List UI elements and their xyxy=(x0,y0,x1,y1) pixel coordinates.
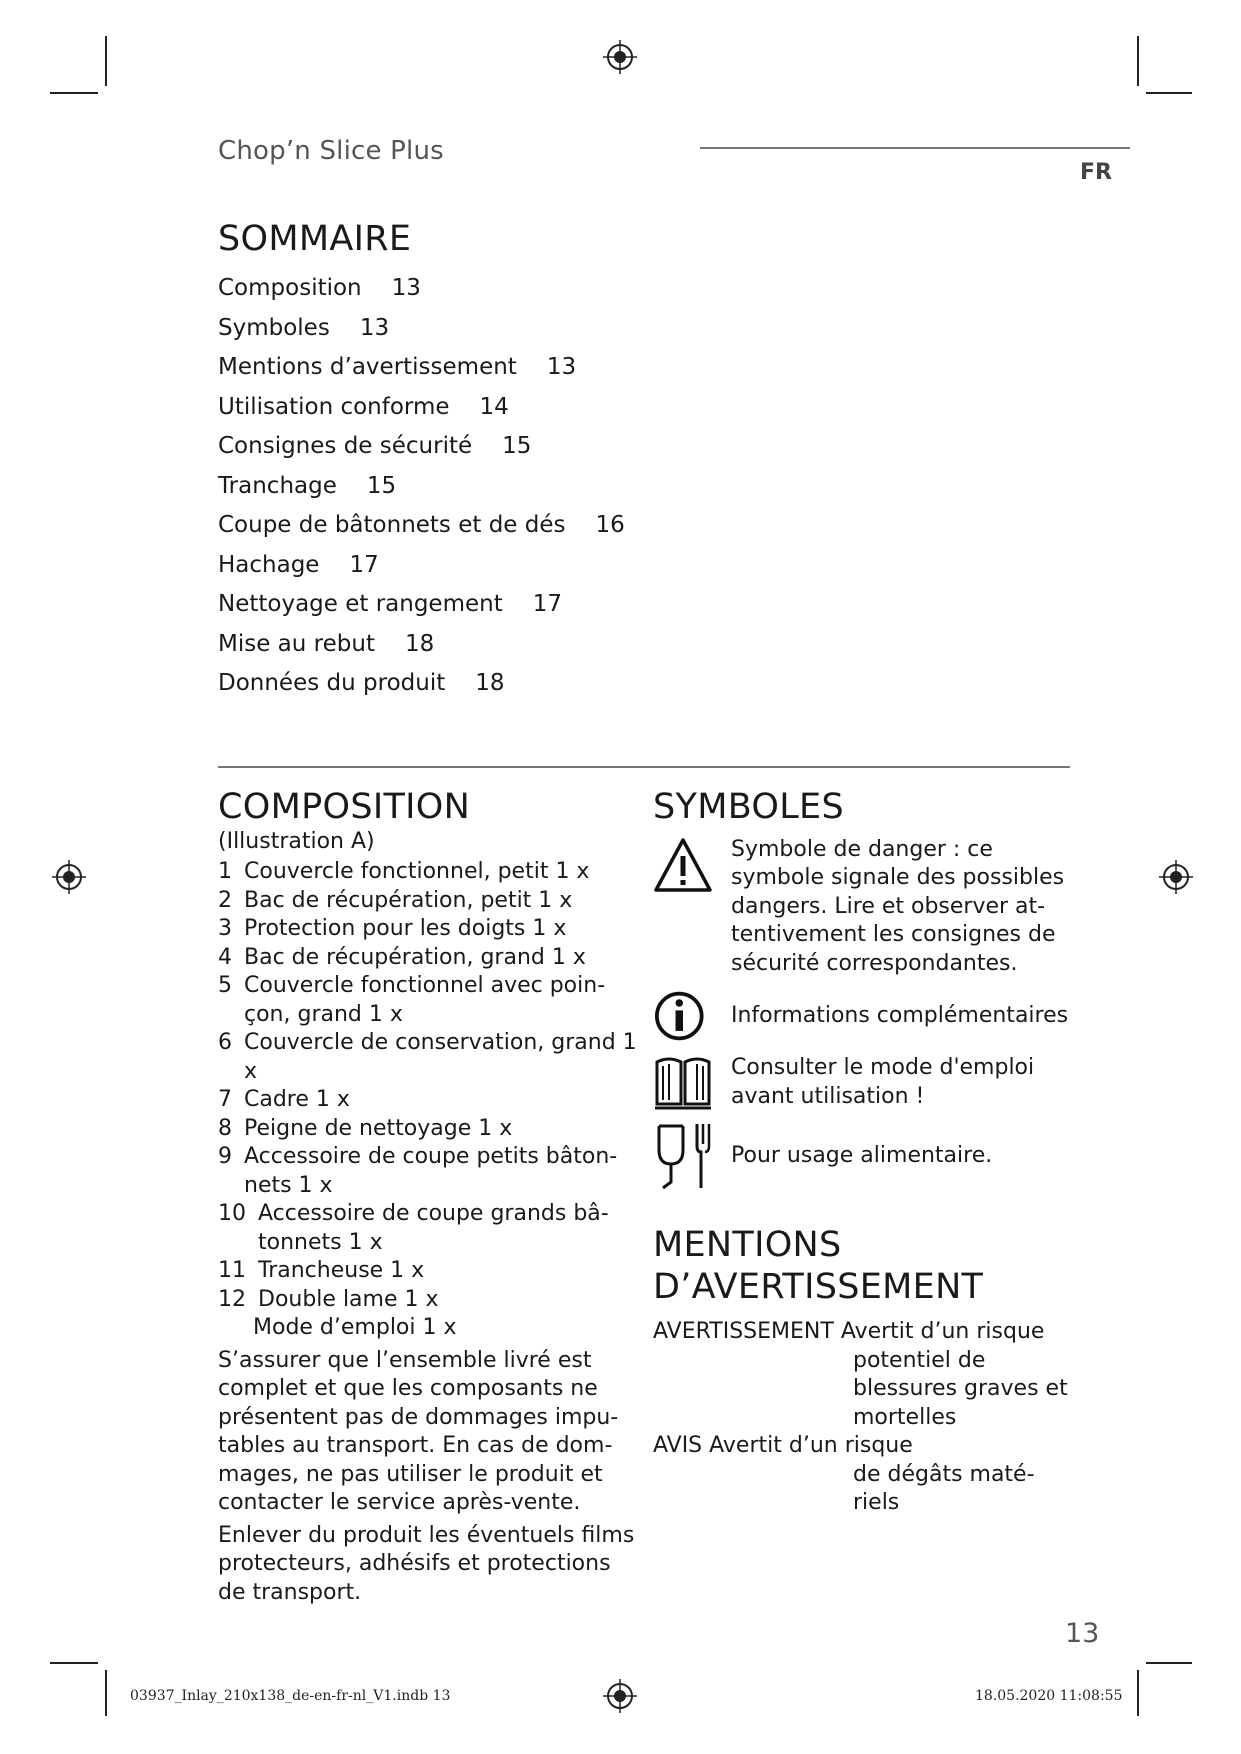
composition-title: COMPOSITION xyxy=(218,787,471,827)
list-item xyxy=(218,1257,638,1286)
list-item-text: Couvercle fonctionnel, petit 1 x xyxy=(244,859,590,884)
list-item-text: Couvercle de conservation, grand 1 x xyxy=(244,1030,637,1084)
toc-label: Consignes de sécurité xyxy=(218,433,473,459)
list-item-number: 9 xyxy=(218,1144,232,1169)
footer-filename: 03937_Inlay_210x138_de-en-fr-nl_V1.indb 13 xyxy=(130,1688,451,1704)
toc-item[interactable] xyxy=(218,552,625,592)
list-item xyxy=(218,887,638,916)
registration-mark-icon xyxy=(603,1679,637,1713)
warning-triangle-icon xyxy=(653,836,713,896)
toc-label: Nettoyage et rangement xyxy=(218,591,503,617)
list-item-number: 4 xyxy=(218,944,232,970)
crop-mark xyxy=(105,36,107,86)
toc-label: Mise au rebut xyxy=(218,630,375,657)
symbol-item xyxy=(653,1120,1073,1192)
toc-item[interactable] xyxy=(218,670,625,710)
toc-item[interactable] xyxy=(218,394,625,434)
info-icon xyxy=(653,988,713,1044)
list-item-number: 6 xyxy=(218,1030,232,1055)
toc-item[interactable] xyxy=(218,275,625,315)
crop-mark xyxy=(105,1670,107,1716)
page-number: 13 xyxy=(1065,1618,1100,1649)
list-item-text: Couvercle fonctionnel avec poin-çon, grand 1 x xyxy=(244,973,606,1027)
toc-page: 18 xyxy=(475,670,505,696)
list-item-number: 1 xyxy=(218,859,232,884)
list-item xyxy=(218,1200,638,1257)
toc-page: 18 xyxy=(404,630,435,657)
toc-page: 13 xyxy=(546,354,577,380)
toc-label: Données du produit xyxy=(218,670,446,696)
toc-page: 16 xyxy=(595,512,625,538)
symbol-item xyxy=(653,988,1073,1044)
warning-rest: de blessures graves et mortelles xyxy=(853,1347,1068,1430)
toc-page: 15 xyxy=(502,433,532,459)
sommaire-title: SOMMAIRE xyxy=(218,219,412,259)
crop-mark xyxy=(1137,1670,1139,1716)
list-item-number: 3 xyxy=(218,916,232,941)
list-item-text: Bac de récupération, petit 1 x xyxy=(244,887,573,913)
toc-page: 17 xyxy=(532,591,563,617)
warning-entry xyxy=(653,1318,1073,1432)
crop-mark xyxy=(50,92,98,94)
symbol-item xyxy=(653,1052,1073,1112)
product-title: Chop’n Slice Plus xyxy=(218,136,444,166)
list-item xyxy=(218,1286,638,1315)
crop-mark xyxy=(1137,36,1139,86)
warning-lead: Avertit d’un risque xyxy=(840,1319,1045,1344)
warning-lead: Avertit d’un risque xyxy=(709,1433,913,1458)
list-item xyxy=(218,858,638,887)
toc-label: Composition xyxy=(218,275,362,301)
mentions-title xyxy=(653,1224,1073,1308)
toc-label: Mentions d’avertissement xyxy=(218,354,517,380)
toc-item[interactable] xyxy=(218,473,625,513)
list-item-text: Bac de récupération, grand 1 x xyxy=(244,944,586,970)
composition-paragraph: S’assurer que l’ensemble livré est complet et que les composants ne présentent pas de dommages impu-tables au transport. En cas de dom-mages, ne pas utiliser le produit et contacter le service après-vente. xyxy=(218,1347,619,1515)
list-item xyxy=(218,944,638,973)
list-item-text: Trancheuse 1 x xyxy=(258,1258,425,1283)
list-item-text: Accessoire de coupe petits bâton-nets 1 x xyxy=(244,1144,618,1198)
symboles-section xyxy=(653,787,1073,1518)
list-item-number: 5 xyxy=(218,973,232,998)
toc-item[interactable] xyxy=(218,631,625,671)
list-item-number: 2 xyxy=(218,887,232,913)
list-item-text: Protection pour les doigts 1 x xyxy=(244,916,567,941)
list-item-number: 10 xyxy=(218,1201,246,1226)
list-item-number: 12 xyxy=(218,1286,246,1312)
language-label: FR xyxy=(1080,160,1112,185)
toc-page: 14 xyxy=(479,393,509,420)
list-item-number: 11 xyxy=(218,1258,246,1283)
toc-label: Hachage xyxy=(218,551,320,578)
composition-list xyxy=(218,858,638,1314)
symbol-text: Consulter le mode d'emploi avant utilisation ! xyxy=(731,1055,1035,1109)
list-item xyxy=(218,1143,638,1200)
mentions-title-line: MENTIONS xyxy=(653,1225,842,1265)
toc-item[interactable] xyxy=(218,315,625,355)
section-divider xyxy=(218,766,1070,768)
list-item xyxy=(218,915,638,944)
toc-page: 15 xyxy=(366,472,397,499)
symbol-text: Pour usage alimentaire. xyxy=(731,1142,993,1168)
toc-label: Coupe de bâtonnets et de dés xyxy=(218,512,566,538)
registration-mark-icon xyxy=(1159,860,1193,894)
list-item xyxy=(218,1115,638,1144)
symbol-item xyxy=(653,836,1073,979)
list-item xyxy=(218,1029,638,1086)
warning-term: AVIS xyxy=(653,1433,703,1458)
list-item xyxy=(218,1086,638,1115)
registration-mark-icon xyxy=(52,860,86,894)
mentions-title-line: D’AVERTISSEMENT xyxy=(653,1267,984,1307)
list-item-text: Peigne de nettoyage 1 x xyxy=(244,1115,513,1141)
warning-rest: de dégâts maté-riels xyxy=(853,1461,1035,1515)
crop-mark xyxy=(1146,92,1192,94)
warning-term: AVERTISSEMENT xyxy=(653,1319,834,1344)
symbol-text: Symbole de danger : ce symbole signale des possibles dangers. Lire et observer at-tentivement les consignes de sécurité correspondantes. xyxy=(731,836,1065,976)
composition-section xyxy=(218,787,638,1607)
composition-extra-item: Mode d’emploi 1 x xyxy=(253,1315,457,1340)
toc-item[interactable] xyxy=(218,354,625,394)
crop-mark xyxy=(50,1662,98,1664)
crop-mark xyxy=(1146,1662,1192,1664)
warning-entry xyxy=(653,1432,1073,1518)
header-rule xyxy=(700,147,1130,149)
list-item-text: Double lame 1 x xyxy=(258,1286,439,1312)
composition-paragraph: Enlever du produit les éventuels films protecteurs, adhésifs et protections de transport. xyxy=(218,1522,635,1605)
toc-item[interactable] xyxy=(218,591,625,631)
toc-item[interactable] xyxy=(218,512,625,552)
book-icon xyxy=(653,1052,713,1112)
footer-datetime: 18.05.2020 11:08:55 xyxy=(975,1688,1123,1704)
symboles-title: SYMBOLES xyxy=(653,787,844,827)
food-safe-icon xyxy=(653,1120,713,1192)
toc-label: Utilisation conforme xyxy=(218,393,450,420)
list-item-text: Cadre 1 x xyxy=(244,1087,350,1112)
registration-mark-icon xyxy=(603,40,637,74)
toc-page: 13 xyxy=(359,314,390,341)
symbol-text: Informations complémentaires xyxy=(731,1002,1069,1028)
toc-item[interactable] xyxy=(218,433,625,473)
toc-label: Tranchage xyxy=(218,472,337,499)
list-item-number: 7 xyxy=(218,1087,232,1112)
toc-page: 13 xyxy=(391,275,421,301)
list-item xyxy=(218,972,638,1029)
list-item-text: Accessoire de coupe grands bâ-tonnets 1 x xyxy=(258,1201,609,1255)
toc-page: 17 xyxy=(349,551,379,578)
warning-strong: potentiel xyxy=(853,1347,951,1373)
composition-subtitle: (Illustration A) xyxy=(218,828,375,854)
list-item-number: 8 xyxy=(218,1115,232,1141)
table-of-contents xyxy=(218,275,625,710)
toc-label: Symboles xyxy=(218,314,330,341)
